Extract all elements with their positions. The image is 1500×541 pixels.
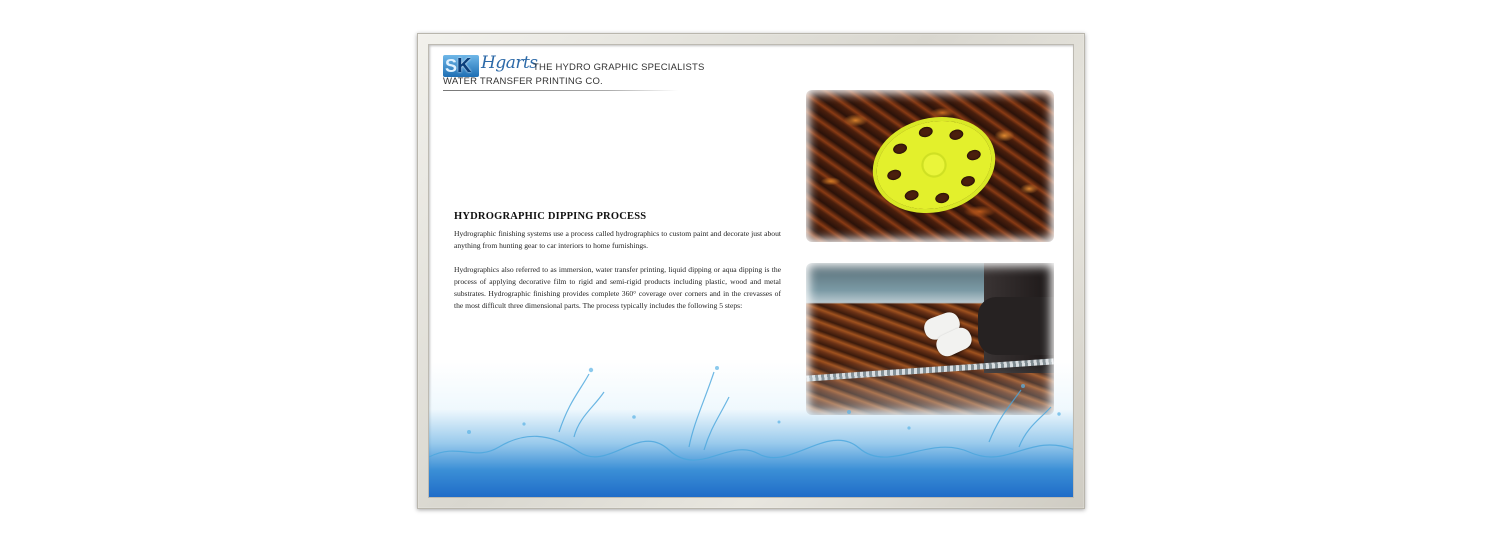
sk-logo-icon: S K [443,55,479,77]
water-splash-decoration [429,362,1073,497]
picture-frame [417,33,1085,509]
header-divider [443,90,678,91]
article-paragraph-1: Hydrographic finishing systems use a process called hydrographics to custom paint and decorate just about anything from hunting gear to car interiors to home furnishings. [454,229,781,251]
wheel-photo [806,90,1054,242]
logo-script-text: Hgarts [481,53,538,73]
logo-subtitle: WATER TRANSFER PRINTING CO. [443,76,603,87]
flyer-page [428,44,1074,498]
water-splash-icon [429,362,1074,497]
article-paragraph-2: Hydrographics also referred to as immersion, water transfer printing, liquid dipping or aqua dipping is the process of applying decorative film to rigid and semi-rigid products including plastic, wood and metal substrates. Hydrographic finishing provides complete 360° coverage over corners and in the crevasses of the most difficult three dimensional parts. The process typically includes the following 5 steps: [454,265,781,311]
company-logo[interactable] [443,55,703,95]
article-body [454,211,781,325]
article-title: HYDROGRAPHIC DIPPING PROCESS [454,211,647,222]
yellow-wheel-image [867,109,1000,221]
logo-tagline: THE HYDRO GRAPHIC SPECIALISTS [533,62,705,73]
